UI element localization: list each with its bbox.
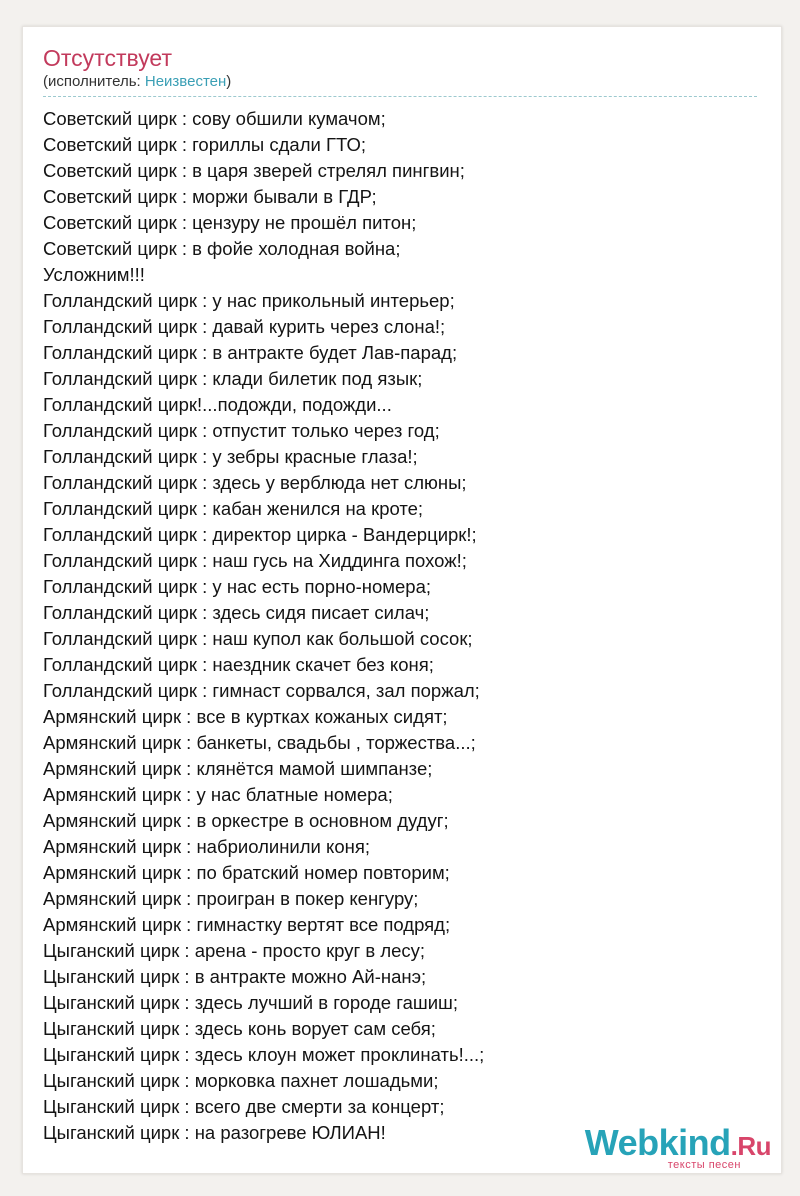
artist-link[interactable]: Неизвестен: [144, 73, 227, 90]
artist-line: [43, 73, 231, 91]
lyric-line: Голландский цирк : отпустит только через год;: [43, 420, 440, 441]
lyric-line: Армянский цирк : банкеты, свадьбы , торжества...;: [43, 732, 476, 753]
lyric-line: Голландский цирк : у зебры красные глаза!;: [43, 446, 418, 467]
lyric-line: Армянский цирк : по братский номер повторим;: [43, 862, 450, 883]
lyric-line: Армянский цирк : у нас блатные номера;: [43, 784, 393, 805]
lyric-line: Советский цирк : цензуру не прошёл питон;: [43, 212, 417, 233]
lyric-line: Голландский цирк : давай курить через слона!;: [43, 316, 446, 337]
lyric-line: Голландский цирк : наш купол как большой сосок;: [43, 628, 473, 649]
lyric-line: Армянский цирк : все в куртках кожаных сидят;: [43, 706, 448, 727]
lyric-line: Советский цирк : в царя зверей стрелял пингвин;: [43, 160, 465, 181]
lyric-line: Голландский цирк : кабан женился на кроте;: [43, 498, 424, 519]
lyric-line: Голландский цирк!...подожди, подожди...: [43, 394, 392, 415]
lyric-line: Цыганский цирк : здесь лучший в городе гашиш;: [43, 992, 459, 1013]
logo-brand: Webkind: [584, 1122, 731, 1163]
lyric-line: Цыганский цирк : арена - просто круг в лесу;: [43, 940, 426, 961]
song-title: Отсутствует: [43, 45, 172, 71]
lyric-line: Голландский цирк : наш гусь на Хиддинга похож!;: [43, 550, 467, 571]
lyric-line: Голландский цирк : в антракте будет Лав-парад;: [43, 342, 458, 363]
lyric-line: Голландский цирк : директор цирка - Вандерцирк!;: [43, 524, 477, 545]
lyric-line: Цыганский цирк : в антракте можно Ай-нанэ;: [43, 966, 427, 987]
lyric-line: Советский цирк : сову обшили кумачом;: [43, 108, 386, 129]
lyric-line: Советский цирк : гориллы сдали ГТО;: [43, 134, 366, 155]
lyric-line: Голландский цирк : гимнаст сорвался, зал поржал;: [43, 680, 480, 701]
lyric-line: Цыганский цирк : всего две смерти за концерт;: [43, 1096, 445, 1117]
lyric-line: Голландский цирк : у нас прикольный интерьер;: [43, 290, 455, 311]
lyric-line: Армянский цирк : клянётся мамой шимпанзе;: [43, 758, 433, 779]
lyrics-text: [43, 106, 761, 1146]
lyric-line: Советский цирк : в фойе холодная война;: [43, 238, 401, 259]
lyric-line: Цыганский цирк : здесь конь ворует сам себя;: [43, 1018, 436, 1039]
lyric-line: Армянский цирк : в оркестре в основном дудуг;: [43, 810, 449, 831]
lyric-line: Голландский цирк : клади билетик под язык;: [43, 368, 423, 389]
lyrics-card: [22, 26, 782, 1174]
lyric-line: Цыганский цирк : морковка пахнет лошадьми;: [43, 1070, 439, 1091]
lyric-line: Голландский цирк : здесь у верблюда нет слюны;: [43, 472, 467, 493]
artist-prefix: (исполнитель:: [43, 73, 145, 90]
divider: [43, 96, 757, 97]
lyric-line: Цыганский цирк : на разогреве ЮЛИАН!: [43, 1122, 386, 1143]
lyric-line: Армянский цирк : набриолинили коня;: [43, 836, 370, 857]
lyric-line: Усложним!!!: [43, 264, 145, 285]
lyric-line: Советский цирк : моржи бывали в ГДР;: [43, 186, 377, 207]
lyric-line: Цыганский цирк : здесь клоун может проклинать!...;: [43, 1044, 485, 1065]
webkind-logo: [571, 1123, 771, 1173]
lyric-line: Армянский цирк : гимнастку вертят все подряд;: [43, 914, 451, 935]
lyric-line: Армянский цирк : проигран в покер кенгуру;: [43, 888, 419, 909]
logo-tld: .Ru: [730, 1131, 771, 1161]
lyric-line: Голландский цирк : у нас есть порно-номера;: [43, 576, 432, 597]
artist-suffix: ): [226, 73, 232, 90]
lyric-line: Голландский цирк : здесь сидя писает силач;: [43, 602, 430, 623]
logo-tagline: тексты песен: [667, 1159, 741, 1171]
lyric-line: Голландский цирк : наездник скачет без коня;: [43, 654, 434, 675]
